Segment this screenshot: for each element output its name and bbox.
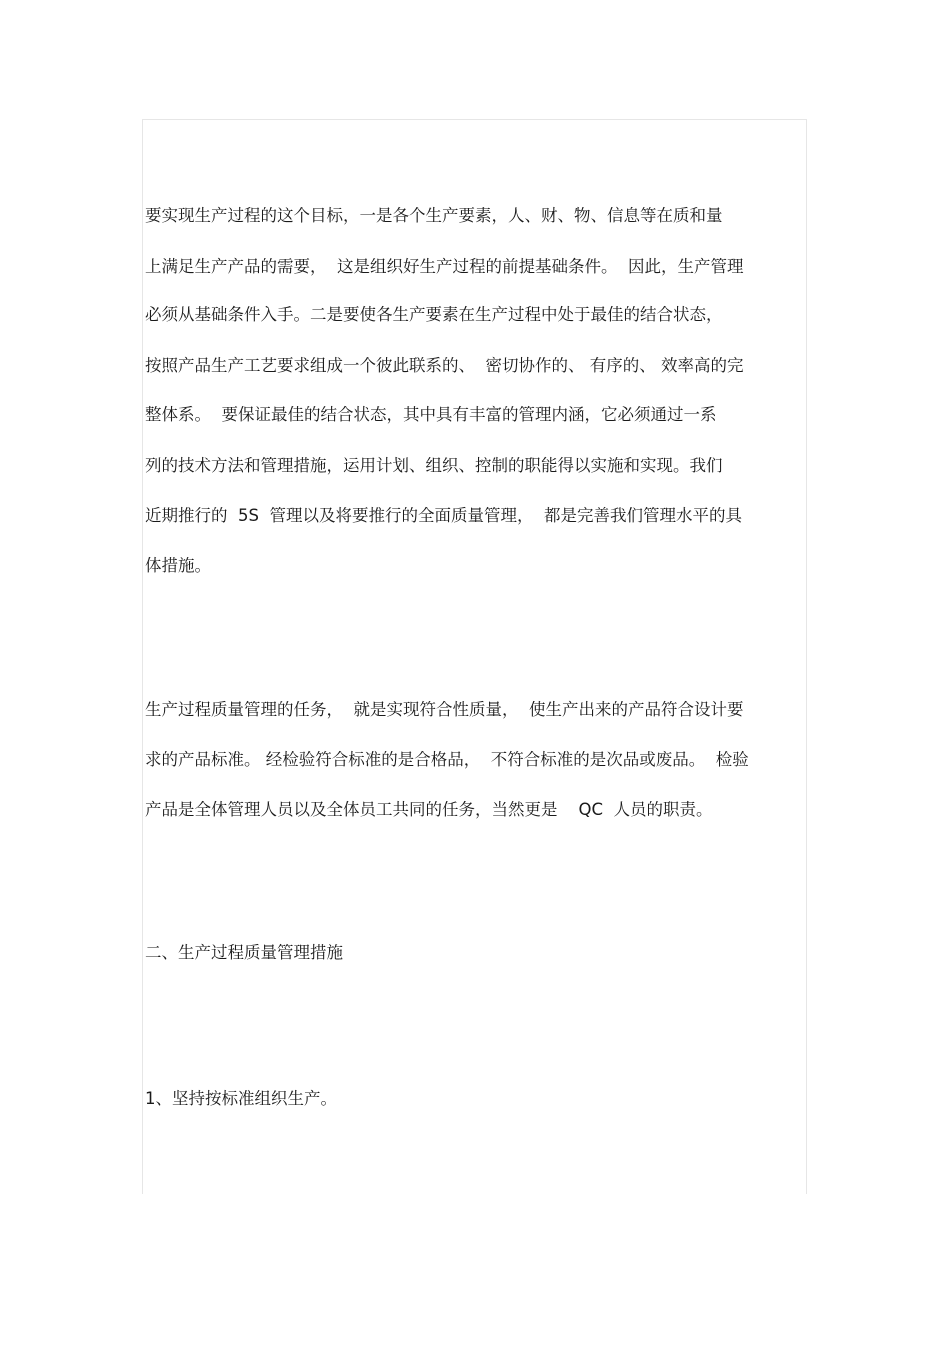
paragraph-line: 必须从基础条件入手。二是要使各生产要素在生产过程中处于最佳的结合状态， [145, 305, 723, 324]
paragraph-line: 上满足生产产品的需要， 这是组织好生产过程的前提基础条件。 因此，生产管理 [145, 257, 744, 276]
paragraph-line: 产品是全体管理人员以及全体员工共同的任务，当然更是 QC 人员的职责。 [145, 800, 713, 819]
list-item: 1、坚持按标准组织生产。 [145, 1089, 337, 1108]
paragraph-line: 整体系。 要保证最佳的结合状态，其中具有丰富的管理内涵，它必须通过一系 [145, 405, 717, 424]
paragraph-line: 要实现生产过程的这个目标，一是各个生产要素，人、财、物、信息等在质和量 [145, 206, 723, 225]
paragraph-line: 近期推行的 5S 管理以及将要推行的全面质量管理， 都是完善我们管理水平的具 [145, 506, 742, 525]
paragraph-line: 生产过程质量管理的任务， 就是实现符合性质量， 使生产出来的产品符合设计要 [145, 700, 744, 719]
paragraph-line: 求的产品标准。 经检验符合标准的是合格品， 不符合标准的是次品或废品。 检验 [145, 750, 749, 769]
paragraph-line: 体措施。 [145, 556, 211, 575]
page-border [142, 119, 807, 1194]
section-heading: 二、生产过程质量管理措施 [145, 943, 343, 962]
paragraph-line: 列的技术方法和管理措施，运用计划、组织、控制的职能得以实施和实现。我们 [145, 456, 723, 475]
paragraph-line: 按照产品生产工艺要求组成一个彼此联系的、 密切协作的、 有序的、 效率高的完 [145, 356, 744, 375]
